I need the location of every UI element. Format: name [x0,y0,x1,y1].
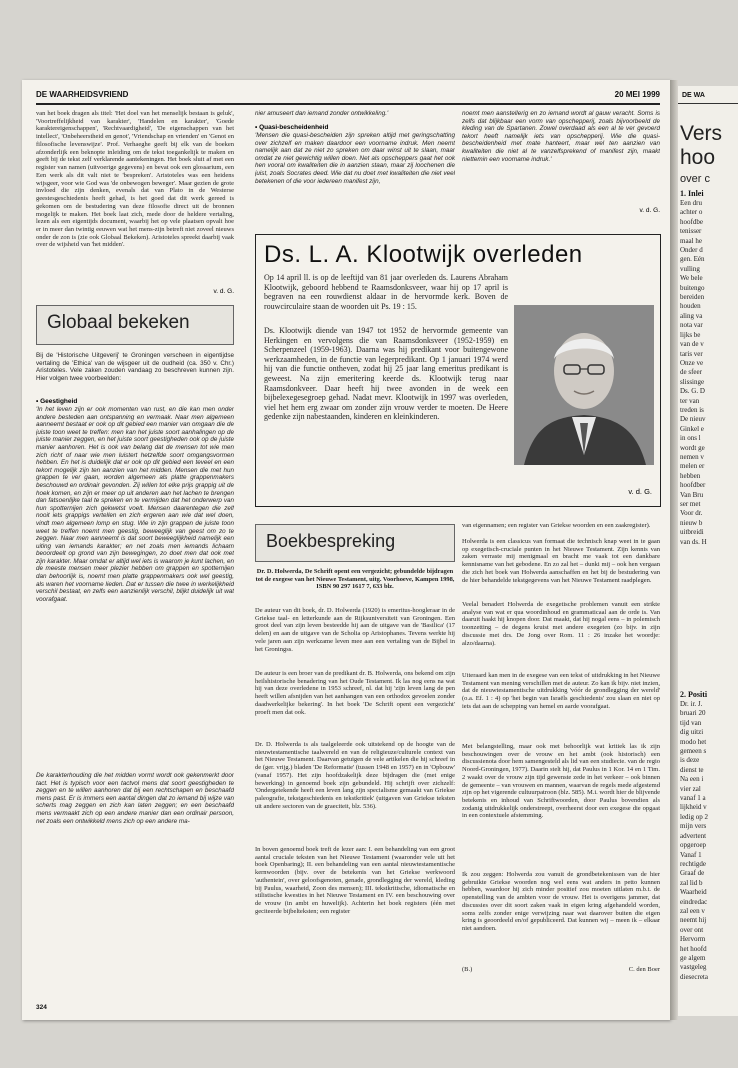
boekbespreking-title-box [255,524,455,562]
next-page-line: Ds. G. D [680,387,705,396]
obituary-title: Ds. L. A. Klootwijk overleden [264,241,583,268]
next-page-line: wordt ge [680,443,705,452]
next-page-line: Onder d [680,246,703,255]
next-page-subtitle: over c [680,173,710,185]
book-review-paragraph-7: Uiteraard kan men in de exegese van een tekst of uitdrukking in het Nieuwe Testament van mening verschillen met de auteur. Zo kan ik bijv. niet inzien, dat de nieuwtestamentische uitdrukking 'vóór de grondlegging der wereld' (o.a. Ef. 1 : 4) op 'het begin van Israëls geschiedenis' zou slaan en niet op iets dat aan de schepping van hemel en aarde voorafgaat. [462,672,660,710]
quasi-quote-continued: noemt men aanstellerig en zo iemand wordt al gauw veracht. Soms is zelfs dat blijkbaar een vorm van opschepperij, zoals bijvoorbeeld de kleding van de Spartanen. Zowel overdaad als een al te ver gevoerd tekort heeft namelijk iets van opschepperij. Wie die quasi-bescheidenheid met mate hanteert, maar wel ten aanzien van kwaliteiten die niet al te vanzelfsprekend of manifest zijn, maakt niettemin een voorname indruk.' [462,110,660,163]
next-page-line: achter o [680,208,703,217]
next-page-line: slissinge [680,377,705,386]
book-reference: Dr. D. Holwerda, De Schrift opent een vergezicht; gebundelde bijdragen tot de exegese van het Nieuwe Testament, uitg. Voorhoeve, Kampen 1998, ISBN 90 297 1617 7, 633 blz. [255,568,455,590]
review-top-paragraph: van het boek dragen als titel: 'Het doel van het menselijk bestaan is geluk', 'Voortreffelijkheid van karakter', 'Handelen en karakter', 'Goede karaktereigenschappen', 'Rechtvaardigheid', 'De eigenschappen van het intellect', 'Onbeheerstheid en genot', 'Vriendschap en vrienden' en 'Genot en filosofische levenswijze'. Prof. Verhaeghe geeft bij elk van de boeken afzonderlijk een beknopte inleiding om de tekst toegankelijk te maken en geeft bij de tekst zelf verklarende aantekeningen. Het boek sluit af met een register van namen (uitvoerige gegevens) en bevat ook een glossarium, een [36,110,234,171]
obituary-box [255,234,661,507]
next-page-line: We bele [680,274,703,283]
next-page-line: taris ver [680,349,703,358]
next-page-line: dig uitzi [680,728,704,737]
next-page-line: Dr. ir. J. [680,700,703,708]
book-review-paragraph-8: Met belangstelling, maar ook met behoorlijk wat kritiek las ik zijn beschouwingen over de vrouw en het ambt (ook historisch) een discussienota door hem samengesteld als lid van een studiecie. van de regio Noord-Groningen, 1977). Daarin stelt hij, dat Paulus in 1 Kor. 14 en 1 Tim. 2 waakt over de vrouw zijn tijd gewenste zede in het verkeer – ook binnen de gemeente – van vrouwen en mannen, waarvan de regels mede afgestemd zijn op het vigerende cultuurpatroon (blz. 585). M.i. wordt hier de blijvende betekenis en inhoud van Schriftwoorden, door Paulus bovendien als zodanig uitdrukkelijk onderstreept, overheerst door een exegese die opgaat in een contextuele afstemming. [462,743,660,820]
book-review-sig-left: (B.) [462,966,473,973]
next-page-section-2: 2. Positi [680,690,708,699]
next-page-line: Hervorm [680,935,706,944]
quasi-signature: v. d. G. [639,207,660,214]
next-page-line: ter van [680,396,700,405]
next-page-line: opgeroep [680,841,707,850]
next-page-line: eindredac [680,897,708,906]
portrait-photo [514,305,654,465]
next-page-line: vulling [680,264,700,273]
obituary-paragraph-1: Op 14 april ll. is op de leeftijd van 81 jaar overleden ds. Laurens Abraham Klootwijk, geboord hebbend te Raamsdonksveer, waar hij op 17 april is begraven na een rouwdienst aldaar in de hervormde kerk. Boven de rouwcirculaire staan de woorden uit Ps. 19 : 15. [264,273,508,311]
next-page-line: De nieuv [680,415,706,424]
page-number: 324 [36,1004,47,1011]
next-page-line: Na een i [680,775,704,784]
next-page-line: nota var [680,321,703,330]
next-page-line: ge algem [680,953,706,962]
book-review-paragraph-9: Ik zou zeggen: Holwerda zou vanuit de grondbetekenissen van de hier gebruikte Griekse woorden nog wel eens wat anders in petto kunnen hebben, waardoor hij zich minder positief zou moeten uitlaten m.b.t. de openstelling van de ambten voor de vrouw. Het is overigens jammer, dat discussies over dit soort zaken vaak in eigen kring afgehandeld worden, soms zelfs zonder enige verwijzing naar wat daarover buiten die eigen kring is geoordeeld en/of gepubliceerd. Dat kunnen wij – meen ik – elkaar niet aandoen. [462,871,660,932]
obituary-paragraph-2: Ds. Klootwijk diende van 1947 tot 1952 de hervormde gemeente van Herkingen en vervolgens die van Raamsdonksveer (1952-1959) en Scherpenzeel (1959-1963). Daarna was hij predikant voor buitengewone werkzaamheden, in de functie van legerpredikant. Op 1 januari 1974 werd hij van die functie ontheven, zodat hij 25 jaar lang emeritus predikant is geweest. Na zijn emeritering keerde ds. Klootwijk terug naar Raamsdonkveer. Daar heeft hij twee avonden in de week een bijbelexegesegroep gehad. Nadat mevr. Klootwijk in 1997 was overleden, viel het hem erg zwaar om zonder zijn vrouw verder te moeten. De Heere gedenke zijn nabestaanden, kinderen en kleinkinderen. [264,326,508,422]
next-page-line: zal een v [680,906,705,915]
next-page-line: van de v [680,340,704,349]
next-page-line: modo het [680,737,707,746]
next-page-line: melen er [680,462,705,471]
book-review-paragraph-4: In boven genoemd boek treft de lezer aan: I. een behandeling van een groot aantal cruciale teksten van het Nieuwe Testament (waaronder vele uit het boek Openbaring); II. een behandeling van een aantal nieuwtestamentische kernwoorden (bijv. over de betekenis van het Griekse werkwoord 'authentein', over geloofsgenoten, genade, grondlegging der wereld, kleding bij Paulus, waarheid, Zoon des mensen); III. tekstkritische, idiomatische en stilistische kwesties in het Nieuwe Testament en IV. een beschouwing over de vrouw (in ambt en huwelijk). Achterin het boek registers (één met geciteerde bijbelteksten; een register [255,846,455,915]
geestigheid-quote-continued: De karakterhouding die het midden vormt wordt ook gekenmerkt door tact. Het is typisch voor een tactvol mens dat soort geestigheden te zeggen en te willen aanhoren dat bij een rechtschapen en beschaafd mens past. Er is immers een aantal dingen dat zo iemand bij wijze van scherts mag zeggen en zich kan laten zeggen; en een beschaafd mens vermaakt zich op een andere manier dan een ordinair persoon, net zoals een ontwikkeld mens zich op een andere ma- [36,772,234,825]
book-review-author: C. den Boer [628,966,660,973]
next-page-line: neemt hij [680,916,707,925]
next-page-line: tenisser [680,227,702,236]
next-page-line: bruari 20 [680,709,706,718]
next-page-line: mijn vers [680,822,707,831]
next-page-line: gemeen s [680,747,707,756]
next-page-line: lijkheid v [680,803,707,812]
page-spine [670,80,678,1020]
next-page-line: maal he [680,236,702,245]
book-review-registers: van eigennamen; een register van Griekse woorden en een zaakregister). [462,522,651,529]
next-page-section-1: 1. Inlei [680,189,704,198]
next-page-line: Onze ve [680,358,704,367]
issue-date: 20 MEI 1999 [614,90,660,99]
book-review-paragraph-1: De auteur van dit boek, dr. D. Holwerda (1920) is emeritus-hoogleraar in de Griekse taal- en letterkunde aan de Rijksuniversiteit van Groningen. Een groot deel van zijn leven besteedde hij aan de uitgave van de 'Basilica' (17 delen) en aan de uitgave van de Scholia op Aristophanes. Tevens werkte hij vele jaren aan zijn werkzame leven mee aan een vertaling van de Bijbel in het Groningss. [255,607,455,653]
next-page-line: treden is [680,405,704,414]
review-signature: v. d. G. [213,288,234,295]
next-page-line: Graaf de [680,869,705,878]
next-page-lines-2 [680,700,708,982]
quasi-heading: • Quasi-bescheidenheid [255,124,329,131]
quote-continuation: nier amuseert dan iemand zonder ontwikkeling.' [255,110,389,117]
next-page-line: gen. Eén [680,255,705,264]
review-second-paragraph: Een werk als dit valt niet te 'bespreken'. Aristoteles was een heidens wijsgeer, voor wie God was 'de onbewogen beweger'. Maar gezien de grote invloed die zijn denken, evenals dat van Plato in de Westerse geestesgeschiedenis heeft gehad, is het goed dat dit werk gereed is gekomen om de bestudering van deze filosofie direct uit de bronnen mogelijk te maken. Het boek laat zich, mede door de heldere vertaling, lezen als een eigentijds document, waarbij het op vele plaatsen opvalt hoe er in meer dan twintig eeuwen wat het mens-zijn betreft niet zoveel nieuws onder de zon is (zie ook Globaal Bekeken). Aristoteles spreekt daarbij vaak over de wijsheid van 'het midden'. [36,172,234,249]
next-page-line: nemen v [680,452,704,461]
next-page-title-line2: hoo [680,146,716,169]
next-page-line: vier zal [680,784,701,793]
next-page-line: de sfeer [680,368,702,377]
book-review-signature [462,966,660,973]
next-page-line: advertent [680,831,707,840]
boekbespreking-title: Boekbespreking [266,531,396,551]
next-page-line: houden [680,302,701,311]
book-review-paragraph-6: Veelal benadert Holwerda de exegetische problemen vanuit een strikte analyse van wat er qua woordinhoud en grammaticaal aan de orde is. Van daaruit haakt hij knopen door. Dat maakt, dat hij nogal eens – in polemisch toonzetting – de degens kruist met andere exegeten (zo bijv. in zijn discussie met drs. De Jong over Rom. 11 : 26 inzake het woordje: alzo/daarna). [462,601,660,647]
portrait-illustration [514,305,654,465]
next-page-lines-1 [680,199,707,547]
next-page-line: ledig op 2 [680,812,708,821]
next-page-line: buitengo [680,283,705,292]
next-page-line: in ons l [680,434,701,443]
next-page-line: het hoofd [680,944,707,953]
book-review-paragraph-5: Holwerda is een classicus van formaat die technisch knap weet in te gaan op exegetisch-cruciale punten in het Nieuwe Testament. Zijn kennis van zaken verraste mij menigmaal en bracht me vaak tot een dankbare kennisname van het gebodene. En zo zal het – dunki mij – ook hen vergaan die zich het boek van Holwerda aanschaffen en het bij de bestudering van de hier behandelde tekstgegevens van het Nieuwe Testament raadplegen. [462,538,660,584]
next-page-line: aling va [680,311,703,320]
globaal-bekeken-title-box [36,305,234,345]
next-page-header: DE WA [682,92,705,99]
next-page-line: hoofdbe [680,217,703,226]
next-page-line: lijks be [680,330,701,339]
next-page-line: over ont [680,925,704,934]
next-page-sliver [678,86,738,1016]
next-page-line: Waarheid [680,888,707,897]
next-page-title-line1: Vers [680,122,723,145]
next-page-line: is deze [680,756,700,765]
next-page-line: rechtigde [680,859,707,868]
next-page-line: diesecreta [680,972,708,981]
publication-name: DE WAARHEIDSVRIEND [36,90,129,99]
next-page-rule [678,103,738,104]
next-page-line: van ds. H [680,537,707,546]
globaal-bekeken-title: Globaal bekeken [47,312,190,333]
next-page-line: ser met [680,500,701,508]
header-rule [36,103,660,105]
next-page-line: Ginkel e [680,424,704,433]
next-page-line: vanaf 1 a [680,794,706,803]
next-page-line: uitbreidi [680,528,704,537]
next-page-line: zal lid b [680,878,703,887]
next-page-line: Van Bru [680,490,704,499]
globaal-intro: Bij de 'Historische Uitgeverij' te Groningen verscheen in eigentijdse vertaling de 'Ethica' van de wijsgeer uit de oudheid (ca. 350 v. Chr.) Aristoteles. Vele zaken zouden vandaag zo beschreven kunnen zijn. Hier volgen twee voorbeelden: [36,352,234,382]
geestigheid-quote: 'In het leven zijn er ook momenten van rust, en die kan men onder andere besteden aan ontspanning en vermaak. Naar men algemeen aanneemt bestaat er ook op dit gebied een manier van omgaan die de juiste toon weet te treffen: men kan het juiste soort aanhalingen op de juiste manier zeggen, en het juiste soort geestigheden ook op de juiste manier aanhoren. Het is ook van belang dat de mensen tot wie men zich richt of naar wie men luistert hetzelfde soort omgangsvormen hebben. En het is duidelijk dat er ook op dit gebied een teveel en een tekort mogelijk zijn ten aanzien van het midden. Mensen die met hun grappen te ver gaan, worden algemeen als platte grappenmakers beschouwd en ordinair gevonden. Zij willen tot elke prijs grappig uit de hoek komen, en zijn er meer op uit anderen aan het lachen te brengen dan fatsoenlijke taal te spreken en te vermijden dat het onderwerp van hun spotternijen zich gekwetst voelt. Mensen daarentegen die zelf nooit iets grappigs vertellen en zich ergeren aan wie dat wel doen, vindt men algemeen lomp en stug. Wie in zijn grappen de juiste toon weet te treffen noemt men geestig, beweeglijk van geest om zo te zeggen. Naar men aanneemt is dat soort beweeglijkheid namelijk een uiting van iemands karakter; en net zoals men iemands lichaam beoordeelt op grond van zijn bewegingen, zo doet men dat ook met zijn karakter. Maar omdat er altijd wel iets is waarom je kunt lachen, en de meeste mensen meer plezier hebben om grappen en spotternijen dan behoorlijk is, noemt men platte grappenmakers ook wel geestig, als waren het voorname lieden. Dat er tussen die twee in werkelijkheid verschil bestaat, en zelfs een aanzienlijk verschil, blijkt duidelijk uit wat voorafgaat. [36,406,234,603]
book-review-paragraph-3: Dr. D. Holwerda is als taalgeleerde ook uitstekend op de hoogte van de nieuwtestamentische taalwereld en van de religieuze/culturele context van het Nieuwe Testament. Daarvan getuigen de vele artikelen die hij schreef in de (ger. vrijg.) bladen 'De Reformatie' (tussen 1948 en 1957) en in 'Opbouw' (vanaf 1957). Het zijn hoofdzakelijk deze bijdragen die (met enige bewerking) in genoemd boek zijn gebundeld. Hij schrijft over zichzelf: 'Ondergetekende heeft een leven lang zijn specialisme gemaakt van Griekse paleografie, tekstgeschiedenis en tekstkritiek' (uitgaven van Griekse teksten uit andere sectoren van de graeciteit, blz. 536). [255,741,455,810]
next-page-line: Voor dr. [680,509,703,518]
next-page-line: hoofdber [680,481,706,490]
next-page-line: tijd van [680,718,702,727]
next-page-line: bereiden [680,293,705,302]
quasi-quote: 'Mensen die quasi-bescheiden zijn spreken altijd met geringschatting over zichzelf en maken daardoor een voorname indruk. Men neemt namelijk aan dat ze niet zo spreken om daar winst uit te slaan, maar omdat ze niet gewichtig willen doen. Net als opscheppers gaat het ook hen vooral om kwaliteiten die in aanzien staan, maar zij loochenen die juist, zoals Socrates deed. Wie dat nu doet met kwaliteiten die niet veel betekenen of die voor iedereen manifest zijn, [255,132,455,185]
next-page-line: nieuw b [680,518,703,527]
obituary-signature: v. d. G. [628,487,652,496]
next-page-line: hebben [680,471,701,480]
running-header [36,90,660,102]
geestigheid-heading: • Geestigheid [36,398,78,405]
next-page-line: dienst te [680,765,704,774]
book-review-paragraph-2: De auteur is een broer van de predikant dr. B. Holwerda, ons bekend om zijn heilshistorische benadering van het Oude Testament. Ik las nog eens na wat hij van deze overledene in 1953 schreef, nl. dat hij 'zijn leven lang de pen heeft willen afsnijden van het aanhangen van een orthodox gevoelen zonder daadwerkelijke bekering'. In het boek 'De Schrift opent een vergezicht' proeft men dat ook. [255,670,455,716]
next-page-line: Een dru [680,199,702,207]
next-page-line: Vanaf 1 [680,850,702,859]
next-page-line: vastgeleg [680,963,707,972]
